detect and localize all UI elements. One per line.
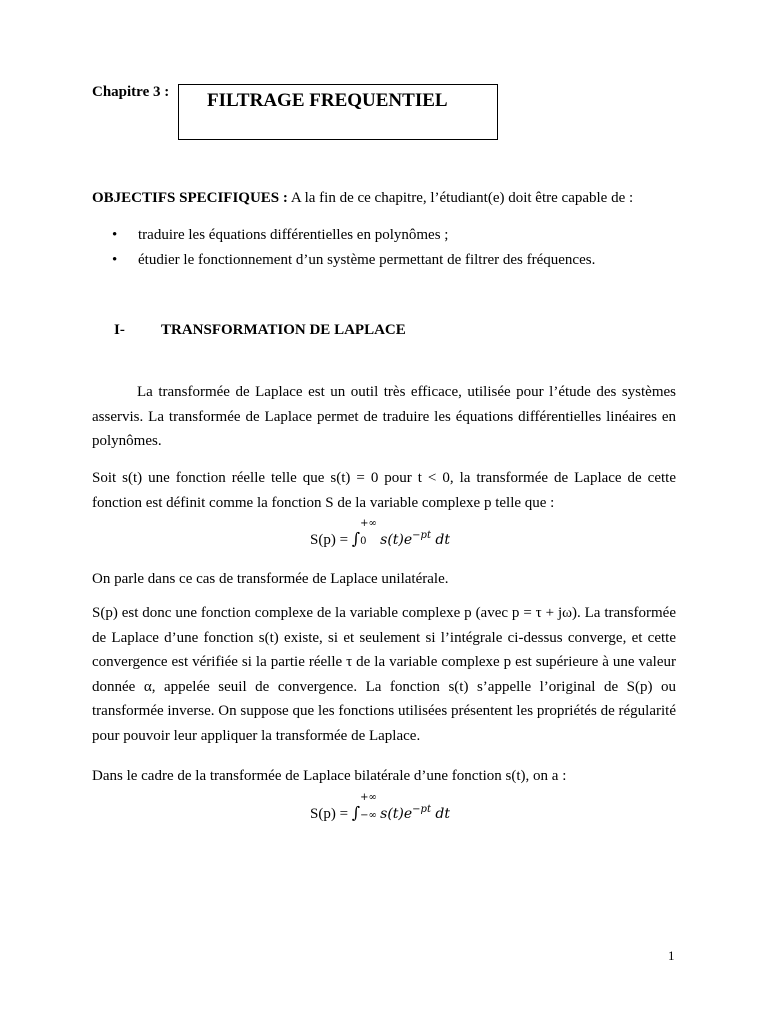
objectives-intro: A la fin de ce chapitre, l’étudiant(e) doit être capable de : [290, 190, 634, 206]
section-title: TRANSFORMATION DE LAPLACE [161, 322, 406, 338]
objective-text: étudier le fonctionnement d’un système permettant de filtrer des fréquences. [138, 252, 596, 268]
integral-upper-bound: +∞ [360, 518, 377, 529]
integral-symbol: ∫ [351, 529, 361, 548]
paragraph-bilateral: Dans le cadre de la transformée de Laplace bilatérale d’une fonction s(t), on a : [92, 768, 567, 784]
paragraph-unilateral: On parle dans ce cas de transformée de Laplace unilatérale. [92, 571, 449, 587]
formula-bilateral: S(p) = ∫ +∞ −∞ $s(t)e^{-pt}$ dt [310, 792, 451, 822]
objective-item [112, 227, 448, 244]
paragraph-intro: La transformée de Laplace est un outil très efficace, utilisée pour l’étude des systèmes asservis. La transformée de Laplace permet de traduire les équations différentielles linéaires en polynômes. [92, 384, 676, 449]
formula-unilateral: S(p) = ∫ +∞ 0 $s(t)e^{-pt}$ dt [310, 518, 451, 548]
section-heading [114, 322, 406, 339]
bullet-icon: • [112, 227, 118, 243]
objective-item [112, 252, 595, 269]
objectives-line [92, 190, 633, 207]
section-number: I- [114, 322, 125, 338]
chapter-label: Chapitre 3 : [92, 84, 170, 100]
chapter-title: FILTRAGE FREQUENTIEL [207, 90, 448, 111]
paragraph-definition: Soit s(t) une fonction réelle telle que s(t) = 0 pour t < 0, la transformée de Laplace de cette fonction est définit comme la fonction S de la variable complexe p telle que : [92, 470, 676, 511]
bullet-icon: • [112, 252, 118, 268]
objective-text: traduire les équations différentielles en polynômes ; [138, 227, 449, 243]
integral-lower-bound: 0 [360, 536, 367, 547]
integral-symbol: ∫ [351, 803, 361, 822]
chapter-title-box [178, 84, 498, 140]
page-number: 1 [668, 948, 675, 963]
objectives-label: OBJECTIFS SPECIFIQUES : [92, 190, 288, 206]
paragraph-convergence: S(p) est donc une fonction complexe de la variable complexe p (avec p = τ + jω). La transformée de Laplace d’une fonction s(t) existe, si et seulement si l’intégrale ci-dessus converge, et cette convergence est vérifiée si la partie réelle τ de la variable complexe p est supérieure à une valeur donnée α, appelée seuil de convergence. La fonction s(t) s’appelle l’original de S(p) ou transformée inverse. On suppose que les fonctions utilisées présentent les propriétés de régularité pour pouvoir leur appliquer la transformée de Laplace. [92, 605, 676, 744]
integral-lower-bound: −∞ [360, 810, 377, 821]
integral-upper-bound: +∞ [360, 792, 377, 803]
